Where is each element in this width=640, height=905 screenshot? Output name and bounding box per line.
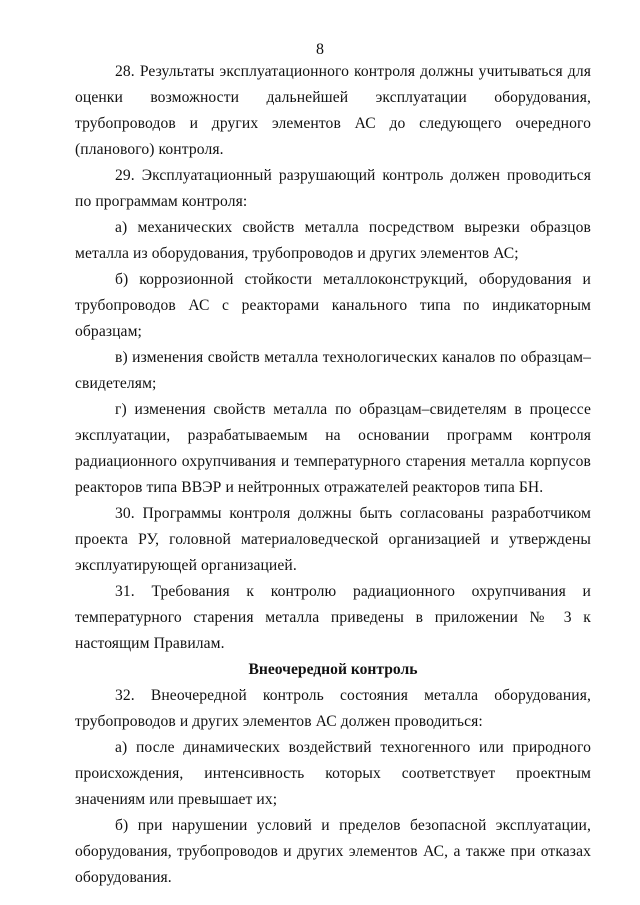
paragraph-29-g: г) изменения свойств металла по образцам–свидетелям в процессе эксплуатации, разрабатываемым на основании программ контроля радиационного охрупчивания и температурного старения металла корпусов реакторов типа ВВЭР и нейтронных отражателей реакторов типа БН.: [75, 401, 591, 496]
paragraph-28: 28. Результаты эксплуатационного контроля должны учитываться для оценки возможности дальнейшей эксплуатации оборудования, трубопроводов и других элементов АС до следующего очередного (планового) контроля.: [75, 63, 591, 158]
paragraph-29-a: а) механических свойств металла посредством вырезки образцов металла из оборудования, трубопроводов и других элементов АС;: [75, 219, 591, 262]
paragraph-29-v: в) изменения свойств металла технологических каналов по образцам–свидетелям;: [75, 349, 591, 392]
document-body: [75, 59, 591, 891]
paragraph-32-b: б) при нарушении условий и пределов безопасной эксплуатации, оборудования, трубопроводов и других элементов АС, а также при отказах оборудования.: [75, 817, 591, 886]
paragraph-30: 30. Программы контроля должны быть согласованы разработчиком проекта РУ, головной материаловедческой организацией и утверждены эксплуатирующей организацией.: [75, 505, 591, 574]
paragraph-29-b: б) коррозионной стойкости металлоконструкций, оборудования и трубопроводов АС с реакторами канального типа по индикаторным образцам;: [75, 271, 591, 340]
paragraph-32-a: а) после динамических воздействий техногенного или природного происхождения, интенсивность которых соответствует проектным значениям или превышает их;: [75, 739, 591, 808]
section-heading: Внеочередной контроль: [248, 661, 418, 678]
paragraph-29: 29. Эксплуатационный разрушающий контроль должен проводиться по программам контроля:: [75, 167, 591, 210]
paragraph-31: 31. Требования к контролю радиационного охрупчивания и температурного старения металла приведены в приложении № 3 к настоящим Правилам.: [75, 583, 591, 652]
page-number: 8: [316, 41, 324, 58]
paragraph-32: 32. Внеочередной контроль состояния металла оборудования, трубопроводов и других элементов АС должен проводиться:: [75, 687, 591, 730]
